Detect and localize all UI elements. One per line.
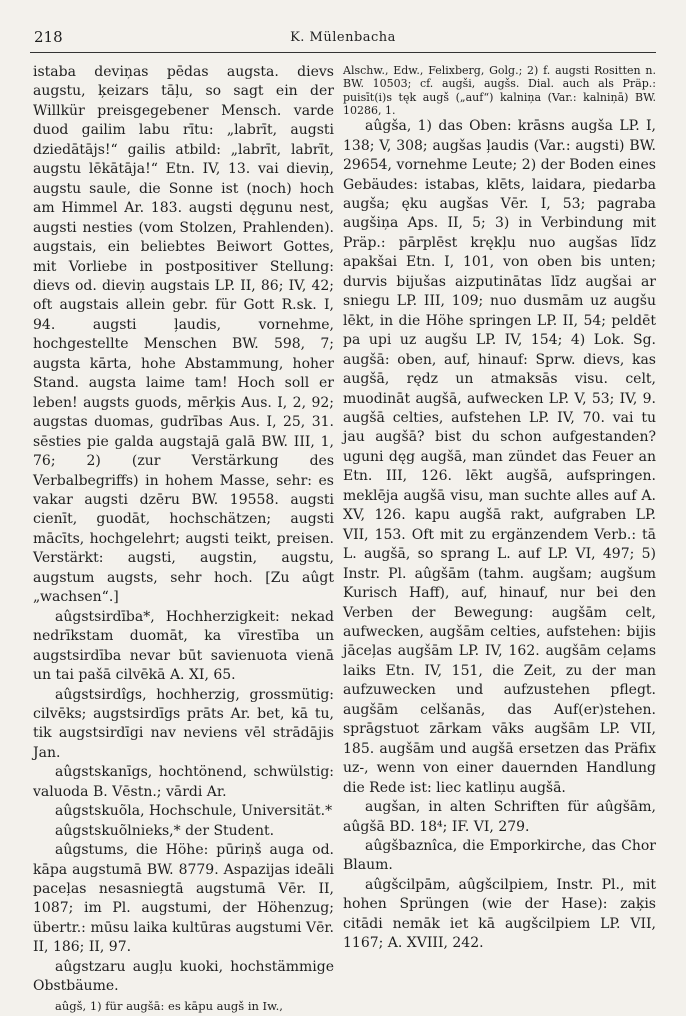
running-title: K. Mülenbacha (290, 30, 396, 45)
right-column (343, 64, 656, 954)
continued-text: Alschw., Edw., Felixberg, Golg.; 2) f. augsti Rositten n. BW. 10503; cf. augši, augšs. Dial. auch als Präp.: puisīt(i)s tęk augš („auf“) kalniņa (Var.: kalniņā) BW. 10286, 1. (343, 64, 656, 117)
entry: aûgstsirdîgs, hochherzig, grossmütig: cilvēks; augstsirdīgs prāts Ar. bet, kā tu, tik augstsirdīgi nav neviens vēl strādājis Jan. (33, 686, 334, 761)
entry: aûgša, 1) das Oben: krāsns augša LP. I, 138; V, 308; augšas ļaudis (Var.: augsti) BW. 29654, vornehme Leute; 2) der Boden eines Gebäudes: istabas, klēts, laidara, piedarba augša; ęku augšas Vēr. I, 53; pagraba augšiņa Aps. II, 5; 3) in Verbindung mit Präp.: pārplēst krękļu nuo augšas līdz apakšai Etn. I, 101, von oben bis unten; durvis bijušas aizputinātas līdz augšai ar sniegu LP. III, 109; nuo dusmām uz augšu lēkt, in die Höhe springen LP. II, 54; peldēt pa upi uz augšu LP. IV, 154; 4) Lok. Sg. augšā: oben, auf, hinauf: Sprw. dievs, kas augšā, rędz un atmaksās visu. celt, muodināt augšā, aufwecken LP. V, 53; IV, 9. augšā celties, aufstehen LP. IV, 70. vai tu jau augšā? bist du schon aufgestanden? uguni dęg augšā, man zündet das Feuer an Etn. III, 126. lēkt augšā, aufspringen. meklēja augšā visu, man suchte alles auf A. XV, 126. kapu augšā rakt, aufgraben LP. VII, 153. Oft mit zu ergänzendem Verb.: tā L. augšā, so sprang L. auf LP. VI, 497; 5) Instr. Pl. aûgšām (tahm. augšam; augšum Kurisch Haff), auf, hinauf, nur bei den Verben der Bewegung: augšām celt, aufwecken, augšām celties, aufstehen: bijis jāceļas augšām LP. IV, 162. augšām ceļams laiks Etn. IV, 151, die Zeit, zu der man aufzuwecken und aufzustehen pflegt. augšām celšanās, das Auf(er)stehen. sprāgstuot zārkam vāks augšām LP. VII, 185. augšām und augšā ersetzen das Präfix uz-, wenn von einer dauernden Handlung die Rede ist: liec katliņu augšā. (343, 118, 656, 796)
page-number: 218 (34, 28, 63, 46)
entry-text: istaba deviņas pēdas augsta. dievs augstu, ķeizars tāļu, so sagt ein der Willkür preisgegebener Mensch. varde duod gailim labu rītu: „labrīt, augsti dziedātājs!“ gailis atbild: „labrīt, labrīt, augstu lēkātāja!“ Etn. IV, 13. vai dieviņ, augstu saule, die Sonne ist (noch) hoch am Himmel Ar. 183. augsti dęgunu nest, augsti nesties (vom Stolzen, Prahlenden). augstais, ein beliebtes Beiwort Gottes, mit Vorliebe in postpositiver Stellung: dievs od. dieviņ augstais LP. II, 86; IV, 42; oft augstais allein gebr. für Gott R.sk. I, 94. augsti ļaudis, vornehme, hochgestellte Menschen BW. 598, 7; augsta kārta, hohe Abstammung, hoher Stand. augsta laime tam! Hoch soll er leben! augsts guods, mērķis Aus. I, 2, 92; augstas duomas, gudrības Aus. I, 25, 31. sēsties pie galda augstajā galā BW. III, 1, 76; 2) (zur Verstärkung des Verbalbegriffs) in hohem Masse, sehr: es vakar augsti dzēru BW. 19558. augsti cienīt, guodāt, hochschätzen; augsti mācīts, hochgelehrt; augsti teikt, preisen. Verstärkt: augsti, augstin, augstu, augstum augsts, sehr hoch. [Zu aûgt „wachsen“.] (33, 64, 334, 606)
entry: aûgšcilpām, aûgšcilpiem, Instr. Pl., mit hohen Sprüngen (wie der Hase): zaķis citādi nemāk iet kā augšcilpiem LP. VII, 1167; A. XVIII, 242. (343, 876, 656, 952)
entry: aûgstskanīgs, hochtönend, schwülstig: valuoda B. Vēstn.; vārdi Ar. (33, 764, 334, 800)
entry: aûgstsirdība*, Hochherzigkeit: nekad nedrīkstam duomāt, ka vīrestība un augstsirdība nevar būt savienuota vienā un tai pašā cilvēkā A. XI, 65. (33, 608, 334, 684)
entry: aûgstums, die Höhe: pūriņš auga od. kāpa augstumā BW. 8779. Aspazijas ideāli paceļas nesasniegtā augstumā Vēr. II, 1087; im Pl. augstumi, der Höhenzug; übertr.: mūsu laika kultūras augstumi Vēr. II, 186; II, 97. (33, 842, 334, 956)
header-rule (30, 52, 656, 53)
entry: aûgš, 1) für augšā: es kāpu augš in Iw., (55, 998, 283, 1013)
entry: aûgšbaznîca, die Emporkirche, das Chor Blaum. (343, 837, 656, 874)
continued-entry (343, 64, 656, 117)
entry: aûgstzaru augļu kuoki, hochstämmige Obstbäume. (33, 958, 334, 995)
entry: augšan, in alten Schriften für aûgšām, aûgšā BD. 18⁴; IF. VI, 279. (343, 799, 656, 835)
left-column (33, 63, 334, 1016)
entry: aûgstskuõlnieks,* der Student. (55, 822, 275, 839)
entry: aûgstskuõla, Hochschule, Universität.* (55, 803, 333, 820)
